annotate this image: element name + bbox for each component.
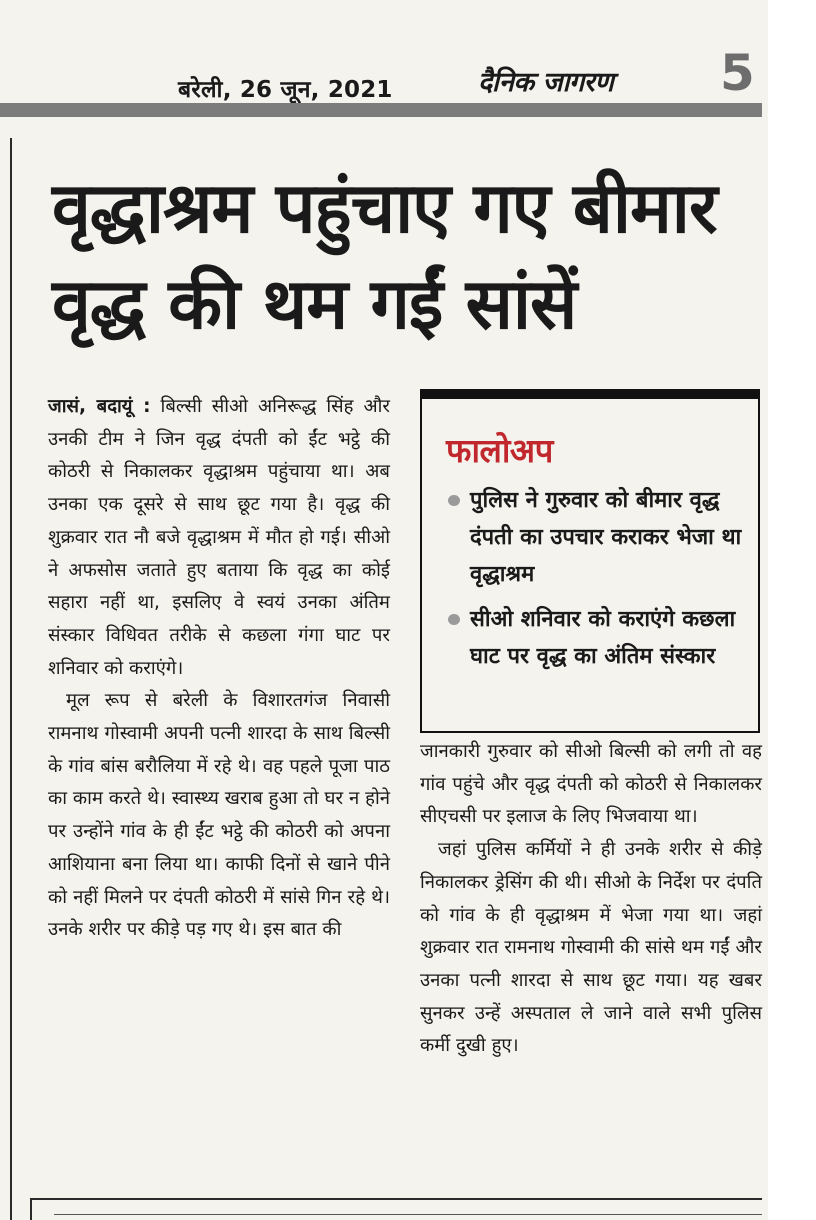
headline-line-2: वृद्ध की थम गईं सांसें [52,263,577,345]
masthead-logo: दैनिक जागरण [478,67,614,98]
header-bar [0,103,762,117]
page-margin [768,0,816,1220]
followup-box [420,389,760,733]
article-paragraph: जानकारी गुरुवार को सीओ बिल्सी को लगी तो वह गांव पहुंचे और वृद्ध दंपती को कोठरी से निकालकर सीएचसी पर इलाज के लिए भिजवाया था। [420,741,762,828]
bullet-icon [448,614,460,625]
article-column-right [420,736,762,1063]
dateline: बरेली, 26 जून, 2021 [178,77,393,103]
headline-line-1: वृद्धाश्रम पहुंचाए गए बीमार [52,167,717,249]
headline [52,160,752,352]
article-paragraph: जहां पुलिस कर्मियों ने ही उनके शरीर से कीड़े निकालकर ड्रेसिंग की थी। सीओ के निर्देश पर दंपति को गांव के ही वृद्धाश्रम में भेजा गया था। जहां शुक्रवार रात रामनाथ गोस्वामी की सांसे थम गईं और उनका पत्नी शारदा से साथ छूट गया। यह खबर सुनकर उन्हें अस्पताल ले जाने वाले सभी पुलिस कर्मी दुखी हुए। [420,839,762,1057]
followup-item [448,601,742,675]
article-paragraph [48,391,390,685]
paragraph-text: बिल्सी सीओ अनिरूद्ध सिंह और उनकी टीम ने जिन वृद्ध दंपती को ईंट भट्ठे की कोठरी से निकालकर वृद्धाश्रम पहुंचाया था। अब उनका एक दूसरे से साथ छूट गया है। वृद्ध की शुक्रवार रात नौ बजे वृद्धाश्रम में मौत हो गई। सीओ ने अफसोस जताते हुए बताया कि वृद्ध का कोई सहारा नहीं था, इसलिए वे स्वयं उनका अंतिम संस्कार विधिवत तरीके से कछला गंगा घाट पर शनिवार को कराएंगे। [48,396,390,679]
bottom-rule-inner [54,1214,762,1215]
article-column-left [48,391,390,947]
column-rule-left [10,138,12,1220]
byline: जासं, बदायूं : [48,396,151,417]
followup-item [448,482,742,593]
bottom-rule [30,1198,762,1200]
followup-item-text: सीओ शनिवार को कराएंगे कछला घाट पर वृद्ध का अंतिम संस्कार [470,607,736,669]
page-number: 5 [720,44,755,102]
article-paragraph: मूल रूप से बरेली के विशारतगंज निवासी रामनाथ गोस्वामी अपनी पत्नी शारदा के साथ बिल्सी के गांव बांस बरौलिया में रहे थे। वह पहले पूजा पाठ का काम करते थे। स्वास्थ्य खराब हुआ तो घर न होने पर उन्होंने गांव के ही ईंट भट्ठे की कोठरी को अपना आशियाना बना लिया था। काफी दिनों से खाने पीने को नहीं मिलने पर दंपती कोठरी में सांसे गिन रहे थे। उनके शरीर पर कीड़े पड़ गए थे। इस बात की [48,690,390,941]
followup-title: फालोअप [446,431,553,470]
followup-item-text: पुलिस ने गुरुवार को बीमार वृद्ध दंपती का उपचार कराकर भेजा था वृद्धाश्रम [470,488,742,587]
bottom-rule-corner [30,1198,32,1220]
bullet-icon [448,495,460,506]
